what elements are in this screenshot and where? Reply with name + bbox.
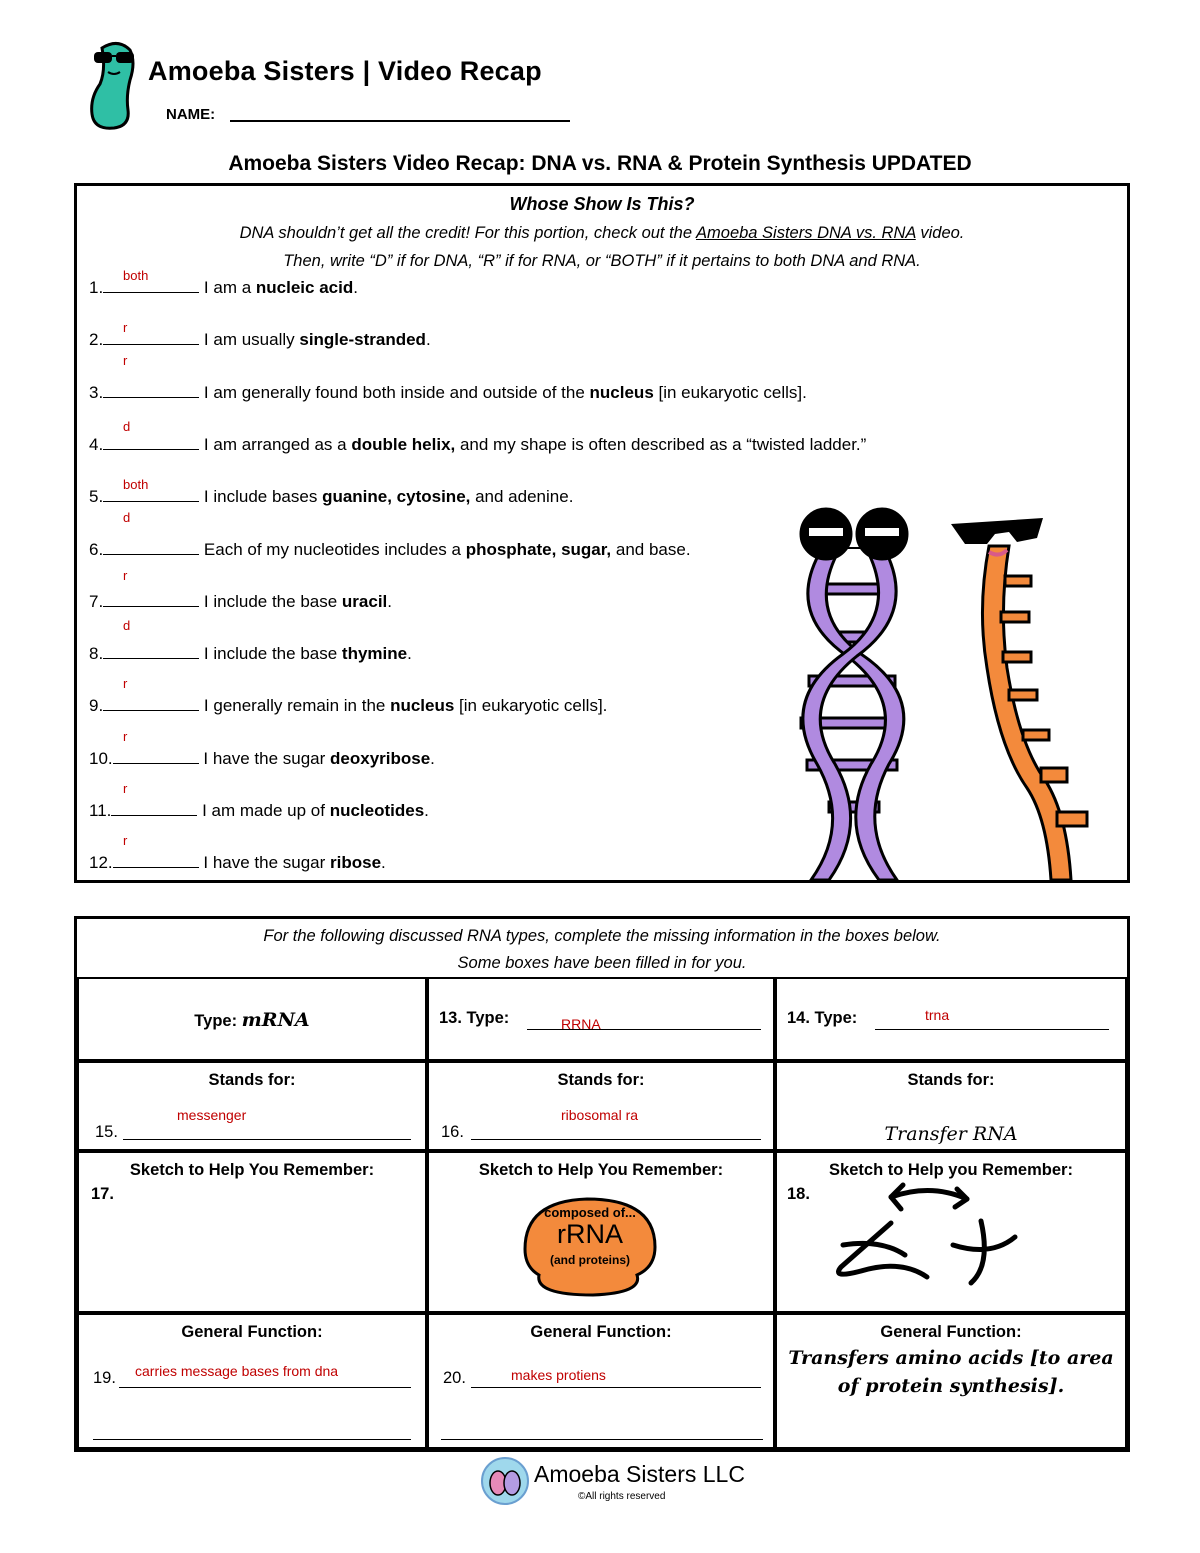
question-number: 12. — [89, 853, 113, 873]
q15-line[interactable] — [123, 1139, 411, 1140]
answer-blank[interactable] — [103, 592, 199, 607]
question-row — [89, 644, 412, 664]
section-heading: Whose Show Is This? — [509, 194, 695, 214]
question-row — [89, 435, 866, 455]
mrna-stands-cell: Stands for: 15. messenger — [77, 1061, 427, 1151]
answer-blank[interactable] — [103, 435, 199, 450]
question-row — [89, 853, 386, 873]
handwritten-answer: r — [123, 567, 128, 583]
rna-character-illustration — [943, 518, 1093, 880]
brand-title: Amoeba Sisters | Video Recap — [148, 56, 542, 86]
q20-label: 20. — [443, 1369, 466, 1387]
trna-function-line-1: Transfers amino acids [to area — [788, 1347, 1114, 1369]
amoeba-sisters-footer-logo — [480, 1456, 530, 1506]
handwritten-answer: both — [123, 477, 149, 493]
handwritten-answer: r — [123, 676, 128, 692]
q19-line[interactable] — [119, 1387, 411, 1388]
answer-blank[interactable] — [103, 644, 199, 659]
rrna-type-cell — [427, 977, 775, 1061]
instruction-line-1: DNA shouldn’t get all the credit! For this portion, check out the Amoeba Sisters DNA vs. RNA video. — [239, 224, 965, 242]
answer-blank[interactable] — [103, 696, 199, 711]
question-text: I include the base thymine. — [203, 644, 412, 664]
mrna-function-cell: General Function: 19. carries message bases from dna — [77, 1313, 427, 1449]
question-row — [89, 696, 607, 716]
handwritten-answer: d — [123, 509, 131, 525]
q17-label: 17. — [91, 1185, 114, 1203]
rrna-function-cell: General Function: 20. makes protiens — [427, 1313, 775, 1449]
ribosome-caption-1: composed of... — [544, 1205, 636, 1220]
name-field-line[interactable] — [230, 120, 570, 122]
question-number: 7. — [89, 591, 104, 611]
question-number: 11. — [89, 801, 112, 820]
question-number: 9. — [89, 696, 104, 716]
q14-line[interactable] — [875, 1029, 1109, 1030]
answer-blank[interactable] — [103, 330, 199, 345]
q16-line[interactable] — [471, 1139, 761, 1140]
question-number: 2. — [89, 330, 104, 350]
q19-label: 19. — [93, 1369, 116, 1387]
q15-label: 15. — [95, 1123, 118, 1141]
ribosome-caption-2: rRNA — [557, 1219, 623, 1249]
answer-blank[interactable] — [103, 383, 199, 398]
handwritten-answer: both — [123, 268, 149, 283]
handwritten-answer: r — [123, 781, 128, 796]
trna-stands-cell: Stands for: Transfer RNA — [775, 1061, 1127, 1151]
amoeba-mascot-logo — [78, 40, 148, 132]
dna-character-illustration — [779, 504, 939, 880]
trna-function-line-2: of protein synthesis]. — [837, 1375, 1065, 1397]
mrna-type-value: mRNA — [241, 1009, 310, 1031]
q19-line-2[interactable] — [93, 1439, 411, 1440]
instruction-line-2: Then, write “D” if for DNA, “R” if for RNA, or “BOTH” if it pertains to both DNA and RNA. — [283, 252, 921, 270]
answer-blank[interactable] — [113, 853, 199, 868]
q16-label: 16. — [441, 1123, 464, 1141]
handwritten-answer: d — [123, 418, 131, 434]
question-number: 4. — [89, 434, 104, 454]
handwritten-answer: r — [123, 320, 128, 336]
question-row — [89, 592, 392, 612]
q15-answer: messenger — [177, 1107, 247, 1123]
q13-label: 13. Type: — [439, 1009, 510, 1027]
question-text: I am arranged as a double helix, and my shape is often described as a “twisted ladder.” — [203, 434, 867, 454]
q20-answer: makes protiens — [511, 1367, 606, 1383]
question-row — [89, 330, 431, 350]
rrna-stands-cell: Stands for: 16. ribosomal ra — [427, 1061, 775, 1151]
q19-answer: carries message bases from dna — [135, 1363, 339, 1379]
trna-stands-value: Transfer RNA — [884, 1123, 1018, 1145]
answer-blank[interactable] — [103, 487, 199, 502]
answer-blank[interactable] — [111, 801, 197, 816]
trna-type-cell — [775, 977, 1127, 1061]
q16-answer: ribosomal ra — [561, 1107, 639, 1123]
rrna-sketch-cell: Sketch to Help You Remember: composed of... rRNA (and proteins) — [427, 1151, 775, 1313]
question-row — [89, 383, 807, 403]
footer-rights: ©All rights reserved — [578, 1491, 666, 1502]
trna-sketch-cell: Sketch to Help you Remember: 18. — [775, 1151, 1127, 1313]
q13-answer: RRNA — [561, 1016, 601, 1032]
question-text: I am generally found both inside and outside of the nucleus [in eukaryotic cells]. — [203, 382, 807, 402]
question-row — [89, 801, 429, 821]
question-text: I include the base uracil. — [203, 591, 392, 611]
q18-label: 18. — [787, 1185, 810, 1203]
question-row — [89, 540, 691, 560]
trna-function-cell: General Function: Transfers amino acids [to area of protein synthesis]. — [775, 1313, 1127, 1449]
name-label: NAME: — [166, 106, 216, 123]
question-row — [89, 487, 573, 507]
question-number: 3. — [89, 382, 104, 402]
answer-blank[interactable] — [103, 278, 199, 293]
question-text: I generally remain in the nucleus [in eukaryotic cells]. — [203, 696, 608, 716]
handwritten-answer: r — [123, 728, 128, 744]
rna-types-section — [74, 916, 1130, 1452]
question-number: 1. — [89, 278, 104, 297]
handwritten-answer: r — [123, 833, 128, 849]
handwritten-answer: d — [123, 618, 131, 634]
video-link[interactable]: Amoeba Sisters DNA vs. RNA — [696, 224, 916, 242]
q20-line-2[interactable] — [441, 1439, 763, 1440]
q20-line[interactable] — [471, 1387, 761, 1388]
handwritten-answer: r — [123, 352, 128, 368]
question-text: I am made up of nucleotides. — [202, 801, 429, 820]
question-text: I include bases guanine, cytosine, and adenine. — [203, 487, 574, 507]
q14-answer: trna — [925, 1007, 950, 1023]
q14-label: 14. Type: — [787, 1009, 858, 1027]
answer-blank[interactable] — [113, 749, 199, 764]
ribosome-caption-3: (and proteins) — [550, 1253, 630, 1267]
mrna-type-cell: Type: mRNA — [77, 977, 427, 1061]
question-text: I am a nucleic acid. — [203, 278, 358, 297]
question-number: 10. — [89, 748, 113, 768]
footer-company: Amoeba Sisters LLC — [534, 1461, 745, 1487]
answer-blank[interactable] — [103, 540, 199, 555]
whose-show-section — [74, 183, 1130, 883]
rna-instruction-1: For the following discussed RNA types, complete the missing information in the boxes below. — [263, 927, 941, 945]
question-number: 6. — [89, 539, 104, 559]
question-row — [89, 749, 435, 769]
document-title: Amoeba Sisters Video Recap: DNA vs. RNA & Protein Synthesis UPDATED — [228, 152, 972, 175]
question-number: 8. — [89, 644, 104, 664]
question-text: I have the sugar deoxyribose. — [203, 748, 435, 768]
rna-instruction-2: Some boxes have been filled in for you. — [457, 954, 747, 972]
question-text: I have the sugar ribose. — [203, 853, 386, 873]
mrna-sketch-cell: Sketch to Help You Remember: 17. — [77, 1151, 427, 1313]
question-number: 5. — [89, 487, 104, 507]
trna-hand-sketch — [821, 1175, 1031, 1295]
question-text: Each of my nucleotides includes a phosphate, sugar, and base. — [203, 539, 691, 559]
question-text: I am usually single-stranded. — [203, 330, 431, 350]
